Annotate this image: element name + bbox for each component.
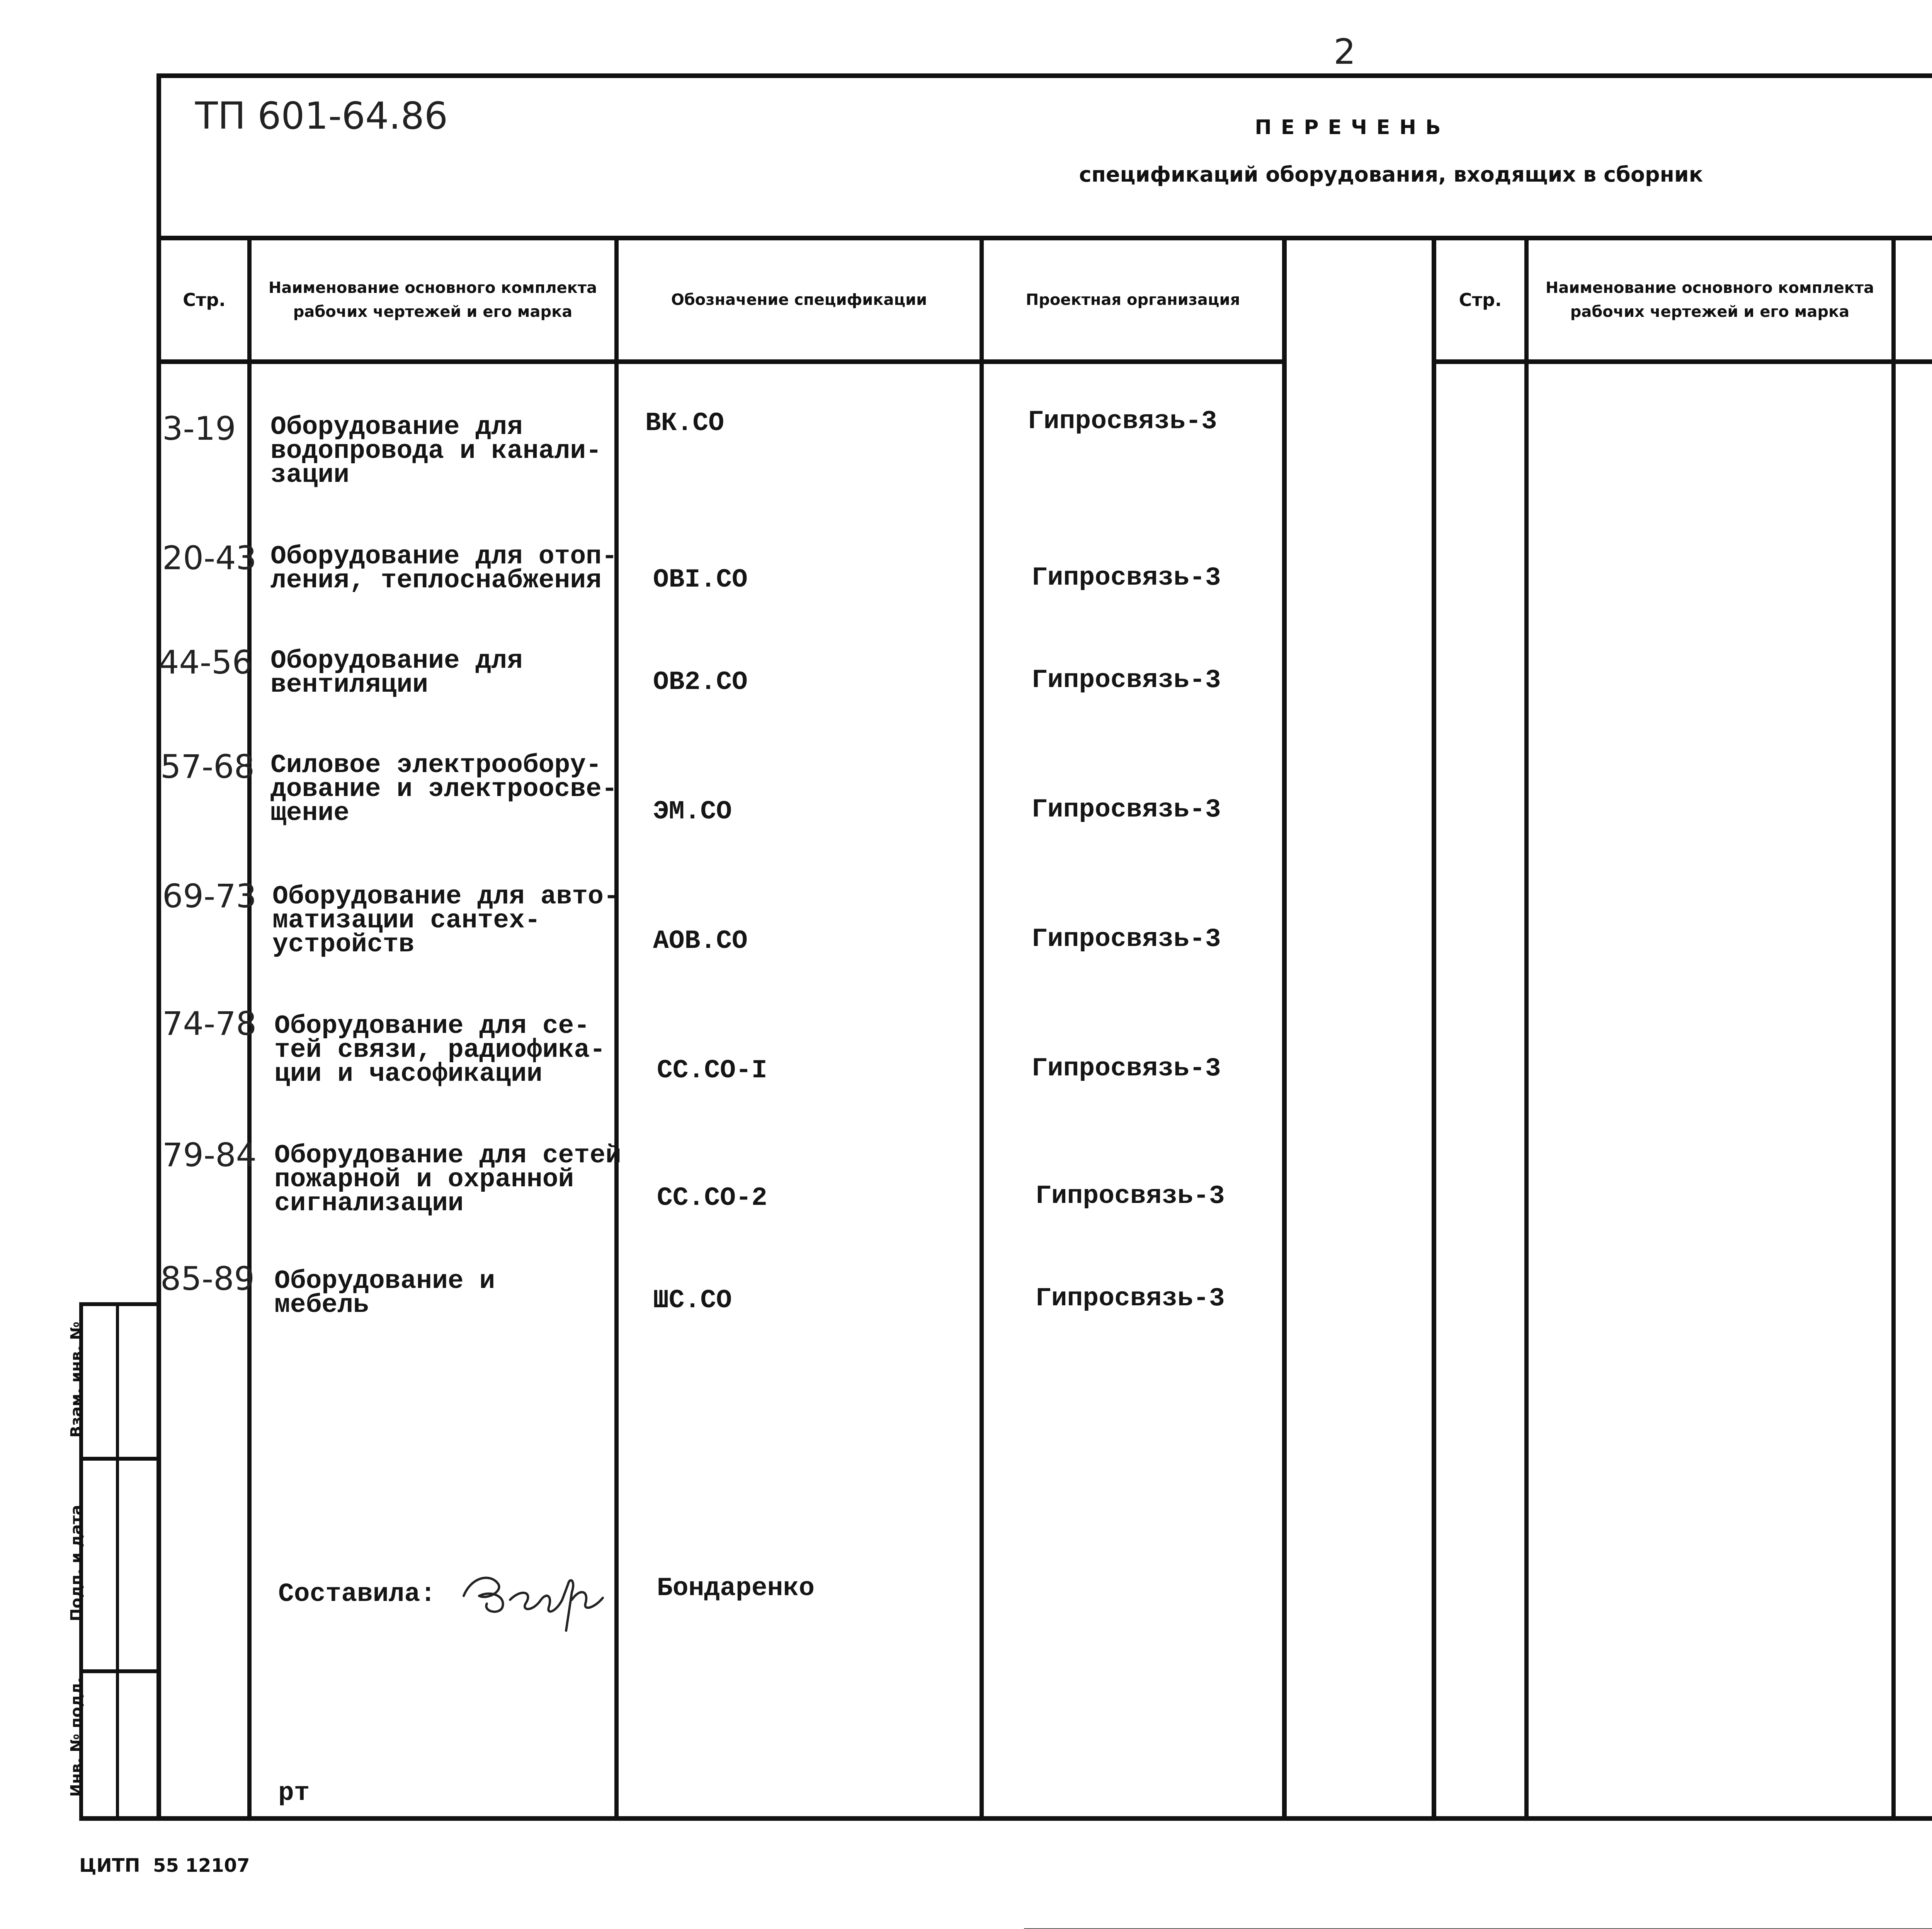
table-row-spec: ОВ2.СО xyxy=(653,667,748,697)
table-row-org: Гипросвязь-3 xyxy=(1032,924,1221,954)
left-header-name: Наименование основного комплекта рабочих чертежей и его марка xyxy=(268,279,597,321)
table-row-pages: 3-19 xyxy=(162,410,236,447)
table-row-name: Оборудование для сетей пожарной и охранной сигнализации xyxy=(274,1141,621,1218)
table-row-org: Гипросвязь-3 xyxy=(1032,563,1221,593)
doc-code: ТП 601-64.86 xyxy=(195,94,448,138)
table-row-name: Оборудование для се- тей связи, радиофика- ции и часофикации xyxy=(274,1011,605,1089)
right-header-spec xyxy=(1896,240,1932,359)
table-row-org: Гипросвязь-3 xyxy=(1032,1054,1221,1084)
side-block-sep-1 xyxy=(79,1457,161,1461)
table-row-org: Гипросвязь-3 xyxy=(1036,1181,1225,1211)
side-block-sep-2 xyxy=(79,1669,161,1673)
stamp-sign-date: Подп. и дата xyxy=(68,1505,85,1621)
table-row-spec: АОВ.СО xyxy=(653,926,748,956)
right-table-left-border xyxy=(1432,236,1436,1821)
page-number-top: 2 xyxy=(1333,32,1356,72)
table-row-spec: СС.СО-2 xyxy=(657,1183,767,1213)
table-row-org: Гипросвязь-3 xyxy=(1028,407,1217,436)
left-header-page: Стр. xyxy=(183,289,226,310)
table-row-name: Оборудование для отоп- ления, теплоснабжения xyxy=(270,542,617,595)
side-block-divider xyxy=(116,1302,119,1821)
document-title: ПЕРЕЧЕНЬ xyxy=(1255,116,1450,139)
table-row-spec: ШС.СО xyxy=(653,1286,732,1315)
right-header-page: Стр. xyxy=(1459,289,1502,310)
table-row-name: Силовое электрообору- дование и электроосве- щение xyxy=(270,750,617,828)
table-row-pages: 57-68 xyxy=(160,748,255,786)
table-row-name: Оборудование для водопровода и канали- зации xyxy=(270,412,602,490)
table-row-pages: 69-73 xyxy=(162,877,257,915)
right-col-line-2 xyxy=(1891,236,1896,1821)
signature-image xyxy=(456,1553,618,1638)
typist-mark: рт xyxy=(278,1778,310,1808)
table-row-org: Гипросвязь-3 xyxy=(1032,795,1221,825)
table-row-name: Оборудование для авто- матизации сантех- устройств xyxy=(272,882,619,959)
table-row-spec: СС.СО-I xyxy=(657,1056,767,1085)
table-row-name: Оборудование и мебель xyxy=(274,1266,495,1320)
left-table-head-bottom xyxy=(156,359,1287,364)
table-row-pages: 85-89 xyxy=(160,1260,255,1298)
table-row-spec: ВК.СО xyxy=(645,408,724,438)
table-row-org: Гипросвязь-3 xyxy=(1032,665,1221,695)
compiled-by-name: Бондаренко xyxy=(657,1573,815,1603)
table-row-pages: 74-78 xyxy=(162,1005,257,1043)
right-table-head-bottom xyxy=(1432,359,1932,364)
right-col-line-1 xyxy=(1524,236,1529,1821)
left-header-spec: Обозначение спецификации xyxy=(671,291,927,309)
frame-bottom xyxy=(156,1816,1932,1821)
table-row-org: Гипросвязь-3 xyxy=(1036,1284,1225,1313)
stamp-inv-no: Инв. № подл. xyxy=(68,1677,85,1797)
left-table-right-border xyxy=(1282,236,1287,1821)
table-row-pages: 44-56 xyxy=(158,643,253,681)
document-subtitle: спецификаций оборудования, входящих в сборник xyxy=(1079,162,1703,187)
compiled-by-label: Составила: xyxy=(278,1579,436,1609)
table-row-pages: 20-43 xyxy=(162,539,257,577)
side-block-bottom xyxy=(79,1816,161,1821)
side-block-top xyxy=(79,1302,161,1306)
footer-code: ЦИТП 55 12107 xyxy=(79,1855,250,1876)
left-header-org: Проектная организация xyxy=(1026,291,1240,309)
table-row-pages: 79-84 xyxy=(162,1136,257,1174)
table-row-spec: ОВI.СО xyxy=(653,565,748,595)
frame-left xyxy=(156,73,161,1821)
table-row-spec: ЭМ.СО xyxy=(653,797,732,827)
frame-top xyxy=(158,73,1932,78)
stamp-replace-inv: Взам. инв. № xyxy=(68,1321,85,1438)
table-row-name: Оборудование для вентиляции xyxy=(270,646,523,700)
header-divider xyxy=(156,236,1932,240)
right-header-name: Наименование основного комплекта рабочих чертежей и его марка xyxy=(1545,279,1874,321)
left-col-line-3 xyxy=(980,236,984,1821)
